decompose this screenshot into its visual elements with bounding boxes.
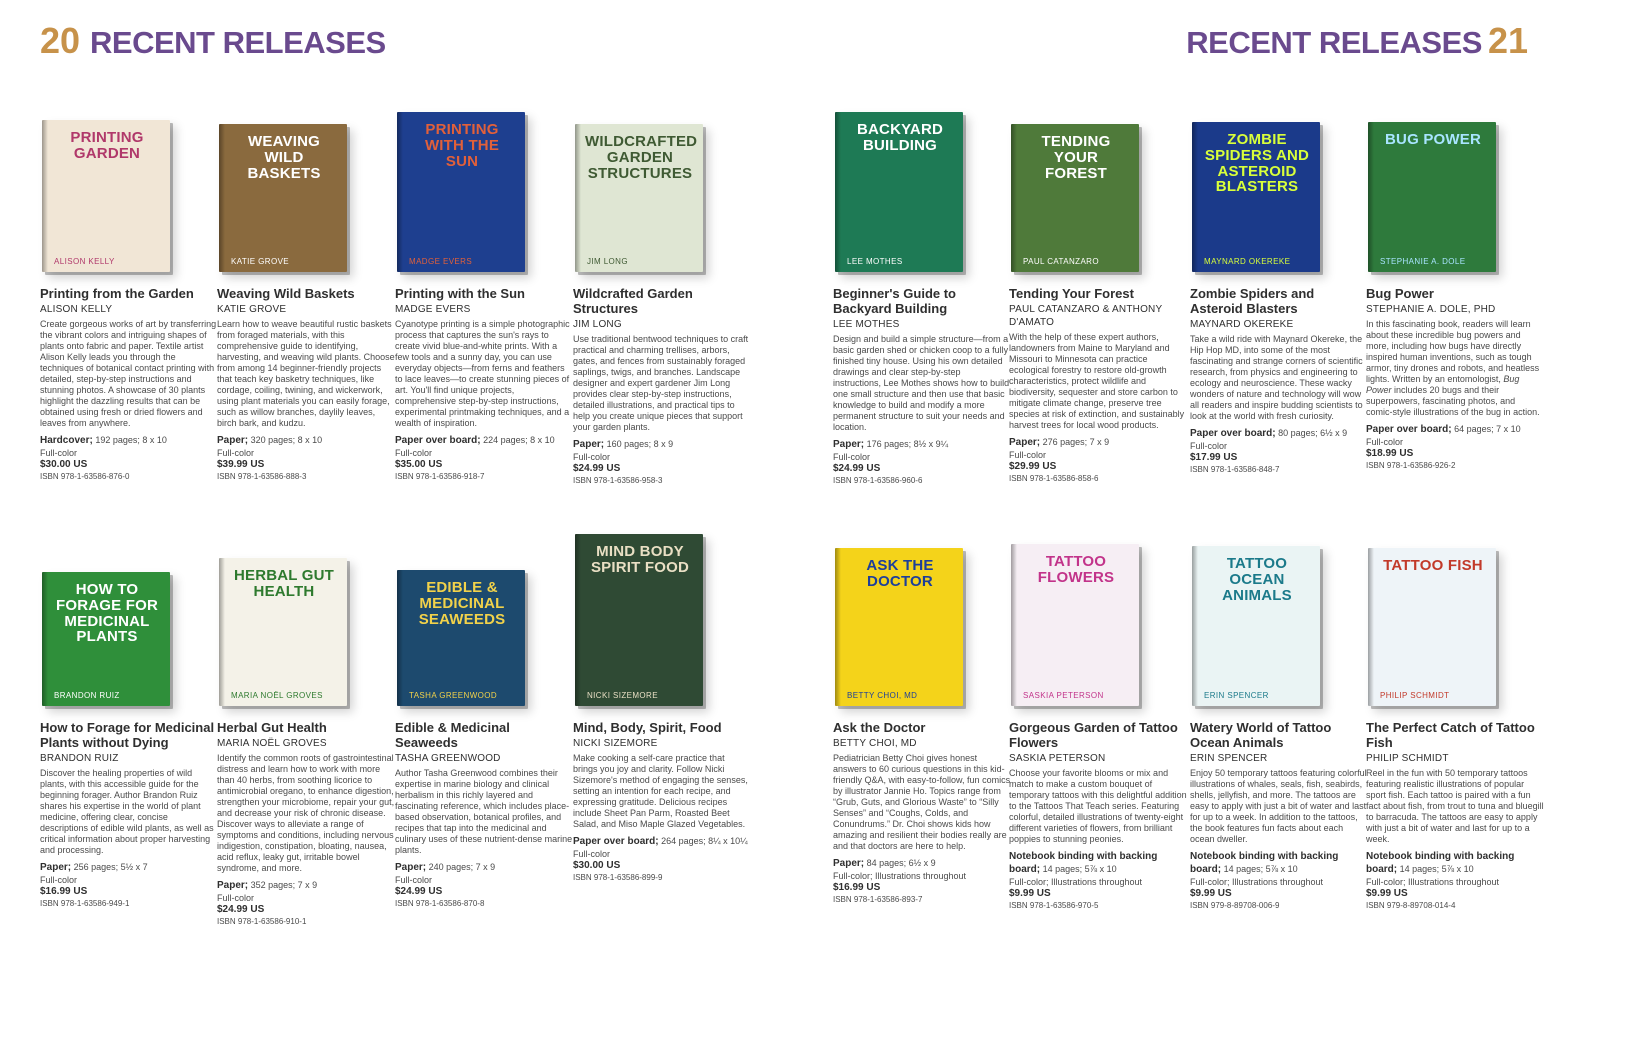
description-emphasis: Bug Power — [1366, 374, 1520, 395]
book-isbn: ISBN 979-8-89708-014-4 — [1366, 901, 1456, 910]
book-format — [833, 857, 1011, 870]
book-title: Tending Your Forest — [1009, 286, 1134, 301]
book-cover-image — [42, 572, 170, 706]
cover-author: ERIN SPENCER — [1204, 691, 1269, 700]
book-title: The Perfect Catch of Tattoo Fish — [1366, 720, 1535, 750]
color-info: Full-color — [1009, 450, 1047, 460]
book-isbn: ISBN 978-1-63586-888-3 — [217, 472, 307, 481]
color-info: Full-color; Illustrations throughout — [1009, 877, 1143, 887]
cover-author: SASKIA PETERSON — [1023, 691, 1104, 700]
right-section-title: RECENT RELEASES — [1186, 25, 1482, 60]
book-description: Create gorgeous works of art by transferring the vibrant colors and intriguing shapes of plants onto fabric and paper. Textile artist Alison Kelly leads you through the techniques of botanical contact printing with detailed, step-by-step instructions and stunning photos. A showcase of 30 plants highlight the dazzling results that can be obtained using fresh or dried flowers and leaves from anywhere. — [40, 319, 217, 428]
book-author: PHILIP SCHMIDT — [1366, 753, 1449, 764]
book-cover-area — [1190, 96, 1368, 280]
book-title: Printing from the Garden — [40, 286, 194, 301]
book-cover-image — [1011, 124, 1139, 272]
book-price: $17.99 US — [1190, 452, 1238, 463]
color-info: Full-color — [395, 448, 433, 458]
book-format — [573, 438, 751, 451]
book-format — [1190, 427, 1368, 440]
page-count-size: 320 pages; 8 x 10 — [248, 435, 323, 445]
book-format — [1009, 436, 1187, 449]
book-format — [395, 861, 573, 874]
book-price: $9.99 US — [1190, 888, 1232, 899]
cover-title: ASK THE DOCTOR — [866, 557, 934, 590]
book-description: Make cooking a self-care practice that brings you joy and clarity. Follow Nicki Sizemore's method of engaging the senses, setting an intention for each recipe, and expressing gratitude. Delicious recipes include Sheet Pan Parm, Roasted Beet Salad, and Miso Maple Glazed Vegetables. — [573, 753, 748, 829]
binding-type: Paper over board; — [395, 435, 481, 446]
color-info: Full-color — [833, 452, 871, 462]
book-format — [217, 434, 395, 447]
color-info: Full-color — [1366, 437, 1404, 447]
cover-author: MAYNARD OKEREKE — [1204, 257, 1291, 266]
book-description: Use traditional bentwood techniques to craft practical and charming trellises, arbors, gates, and fences from sustainably foraged saplings, twigs, and branches. Landscape designer and expert gardener Jim Long provides clear step-by-step instructions, detailed illustrations, and practical tips to help you create unique pieces that support your garden plants. — [573, 334, 749, 432]
book-format — [1366, 850, 1544, 876]
book-description: Reel in the fun with 50 temporary tattoos featuring realistic illustrations of popular sport fish. Each tattoo is paired with a fun fact about fish, from trout to tuna and bluegill to barracuda. The tattoos are easy to apply with just a bit of water and last for up to a week. — [1366, 768, 1544, 844]
binding-type: Paper; — [833, 858, 865, 869]
binding-type: Notebook binding with backing board; — [1366, 851, 1515, 875]
book-description: Cyanotype printing is a simple photographic process that captures the sun's rays to create vivid blue-and-white prints. With a few tools and a sunny day, you can use everyday objects—from ferns and feathers to lace leaves—to create stunning pieces of art. You'll find unique projects, comprehensive step-by-step instructions, experimental printmaking techniques, and a wealth of inspiration. — [395, 319, 570, 428]
left-page-number: 20 — [40, 20, 81, 61]
book-title: Watery World of Tattoo Ocean Animals — [1190, 720, 1332, 750]
book-cover-image — [42, 120, 170, 272]
book-cover-image — [1192, 122, 1320, 272]
book-description: Design and build a simple structure—from a basic garden shed or chicken coop to a fully finished tiny house. Using his own detailed drawings and clear step-by-step instructions, Lee Mothes shows how to build one small structure and then use that basic knowledge to build and modify a more permanent structure to suit your needs and location. — [833, 334, 1010, 432]
book-description: With the help of these expert authors, landowners from Maine to Maryland and Missouri to Minnesota can practice ecological forestry to restore old-growth characteristics, protect wildlife and biodiversity, sequester and store carbon to mitigate climate change, preserve tree species at risk of extinction, and sustainably harvest trees for local wood products. — [1009, 332, 1185, 430]
book-author: SASKIA PETERSON — [1009, 753, 1106, 764]
book-format — [40, 434, 218, 447]
book-card — [1190, 96, 1368, 475]
book-isbn: ISBN 979-8-89708-006-9 — [1190, 901, 1280, 910]
color-info: Full-color; Illustrations throughout — [833, 871, 967, 881]
book-description — [1366, 319, 1544, 418]
book-isbn: ISBN 978-1-63586-949-1 — [40, 899, 130, 908]
book-description: Choose your favorite blooms or mix and match to make a custom bouquet of temporary tattoos with this delightful addition to the Tattoos That Teach series. Featuring colorful, detailed illustrations of twenty-eight different varieties of flowers, from brilliant poppies to stunning peonies. — [1009, 768, 1187, 844]
cover-title: TATTOO OCEAN ANIMALS — [1222, 555, 1292, 604]
book-description: Identify the common roots of gastrointestinal distress and learn how to work with more than 40 herbs, from soothing licorice to antimicrobial oregano, to enhance digestion, strengthen your microbiome, repair your gut, and decrease your risk of chronic disease. Discover ways to alleviate a range of symptoms and conditions, including nervous indigestion, constipation, bloating, nausea, acid reflux, leaky gut, irritable bowel syndrome, and more. — [217, 753, 395, 873]
color-info: Full-color — [1190, 441, 1228, 451]
book-isbn: ISBN 978-1-63586-960-6 — [833, 476, 923, 485]
color-info: Full-color — [217, 893, 255, 903]
book-title: Ask the Doctor — [833, 720, 926, 735]
book-author: ALISON KELLY — [40, 304, 113, 315]
book-title: Gorgeous Garden of Tattoo Flowers — [1009, 720, 1178, 750]
book-format — [1009, 850, 1187, 876]
binding-type: Paper over board; — [1366, 424, 1452, 435]
book-isbn: ISBN 978-1-63586-870-8 — [395, 899, 485, 908]
right-page-number: 21 — [1487, 20, 1528, 61]
book-author: BETTY CHOI, MD — [833, 738, 917, 749]
book-author: KATIE GROVE — [217, 304, 287, 315]
book-isbn: ISBN 978-1-63586-958-3 — [573, 476, 663, 485]
book-author: JIM LONG — [573, 319, 622, 330]
book-cover-area — [1366, 530, 1544, 714]
book-title: Edible & Medicinal Seaweeds — [395, 720, 510, 750]
cover-title: WEAVING WILD BASKETS — [247, 133, 321, 182]
book-isbn: ISBN 978-1-63586-848-7 — [1190, 465, 1280, 474]
color-info: Full-color — [40, 875, 78, 885]
book-format — [395, 434, 573, 447]
book-price: $16.99 US — [40, 886, 88, 897]
binding-type: Paper over board; — [573, 836, 659, 847]
page-count-size: 256 pages; 5½ x 7 — [71, 862, 148, 872]
color-info: Full-color — [40, 448, 78, 458]
book-description: Take a wild ride with Maynard Okereke, the Hip Hop MD, into some of the most fascinating and strange corners of scientific research, from physics and engineering to ecology and neuroscience. These wacky wonders of nature and technology will wow all readers and inspire budding scientists to look at the world with fresh curiosity. — [1190, 334, 1363, 421]
book-card — [1009, 96, 1187, 484]
book-price: $29.99 US — [1009, 461, 1057, 472]
page-count-size: 240 pages; 7 x 9 — [426, 862, 496, 872]
book-description: Discover the healing properties of wild plants, with this accessible guide for the beginning forager. Author Brandon Ruiz shares his expertise in the world of plant medicine, offering clear, concise descriptions of edible wild plants, as well as critical information about proper harvesting and processing. — [40, 768, 214, 855]
page-count-size: 352 pages; 7 x 9 — [248, 880, 318, 890]
page-count-size: 14 pages; 5⅞ x 10 — [1397, 864, 1474, 874]
book-format — [40, 861, 218, 874]
book-format — [1366, 423, 1544, 436]
left-section-title: RECENT RELEASES — [90, 25, 386, 60]
book-cover-area — [833, 96, 1011, 280]
left-page-header — [40, 20, 386, 70]
book-card — [1009, 530, 1187, 911]
cover-title: PRINTING GARDEN — [70, 129, 144, 162]
cover-author: ALISON KELLY — [54, 257, 115, 266]
book-cover-area — [1190, 530, 1368, 714]
book-price: $24.99 US — [395, 886, 443, 897]
book-cover-image — [835, 112, 963, 272]
page-count-size: 276 pages; 7 x 9 — [1040, 437, 1110, 447]
cover-author: MADGE EVERS — [409, 257, 473, 266]
book-description: Enjoy 50 temporary tattoos featuring colorful illustrations of whales, seals, fish, seabirds, shells, jellyfish, and more. The tattoos are easy to apply with just a bit of water and last for up to a week. In addition to the tattoos, the book features fun facts about each ocean dweller. — [1190, 768, 1367, 844]
book-isbn: ISBN 978-1-63586-899-9 — [573, 873, 663, 882]
book-card — [40, 530, 218, 909]
book-price: $18.99 US — [1366, 448, 1414, 459]
right-page-header — [1186, 20, 1528, 70]
book-author: MAYNARD OKEREKE — [1190, 319, 1294, 330]
book-cover-image — [219, 558, 347, 706]
book-format — [573, 835, 751, 848]
book-cover-area — [217, 96, 395, 280]
book-title: Printing with the Sun — [395, 286, 525, 301]
binding-type: Paper; — [395, 862, 427, 873]
book-cover-image — [397, 570, 525, 706]
book-card — [395, 96, 573, 482]
cover-author: JIM LONG — [587, 257, 628, 266]
binding-type: Paper; — [573, 439, 605, 450]
book-card — [40, 96, 218, 482]
cover-author: LEE MOTHES — [847, 257, 903, 266]
book-cover-area — [40, 96, 218, 280]
book-author: MARIA NOËL GROVES — [217, 738, 327, 749]
book-card — [833, 96, 1011, 486]
book-isbn: ISBN 978-1-63586-893-7 — [833, 895, 923, 904]
book-cover-area — [1366, 96, 1544, 280]
book-description: Pediatrician Betty Choi gives honest answers to 60 curious questions in this kid-friendly Q&A, with easy-to-follow, fun comics by illustrator Jannie Ho. Topics range from “Grub, Guts, and Glorious Waste” to “Silly Senses” and “Coughs, Colds, and Conundrums.” Dr. Choi shows kids how amazing and resilient their bodies really are and that doctors are here to help. — [833, 753, 1011, 851]
page-count-size: 80 pages; 6½ x 9 — [1275, 428, 1348, 438]
book-isbn: ISBN 978-1-63586-876-0 — [40, 472, 130, 481]
book-description: Author Tasha Greenwood combines their expertise in marine biology and clinical herbalism in this richly layered and fascinating reference, which includes place-based observation, botanical profiles, and recipes that tap into the medicinal and culinary uses of these nutrient-dense marine plants. — [395, 768, 573, 855]
page-count-size: 264 pages; 8¼ x 10¼ — [658, 836, 748, 846]
page-count-size: 176 pages; 8½ x 9¼ — [864, 439, 949, 449]
cover-title: TATTOO FISH — [1383, 557, 1483, 574]
binding-type: Notebook binding with backing board; — [1009, 851, 1158, 875]
book-isbn: ISBN 978-1-63586-926-2 — [1366, 461, 1456, 470]
color-info: Full-color; Illustrations throughout — [1366, 877, 1500, 887]
book-isbn: ISBN 978-1-63586-970-5 — [1009, 901, 1099, 910]
cover-title: TATTOO FLOWERS — [1037, 553, 1115, 586]
cover-author: TASHA GREENWOOD — [409, 691, 498, 700]
cover-author: PAUL CATANZARO — [1023, 257, 1099, 266]
cover-title: HOW TO FORAGE FOR MEDICINAL PLANTS — [56, 581, 158, 646]
book-card — [1366, 530, 1544, 911]
book-card — [573, 530, 751, 883]
book-card — [1366, 96, 1544, 471]
book-price: $24.99 US — [217, 904, 265, 915]
book-cover-area — [1009, 530, 1187, 714]
cover-title: BUG POWER — [1385, 131, 1481, 148]
book-cover-area — [217, 530, 395, 714]
book-author: PAUL CATANZARO & ANTHONY D'AMATO — [1009, 304, 1163, 328]
color-info: Full-color; Illustrations throughout — [1190, 877, 1324, 887]
book-title: Zombie Spiders and Asteroid Blasters — [1190, 286, 1315, 316]
book-isbn: ISBN 978-1-63586-910-1 — [217, 917, 307, 926]
cover-author: BETTY CHOI, MD — [847, 691, 918, 700]
binding-type: Paper; — [40, 862, 72, 873]
book-title: Bug Power — [1366, 286, 1434, 301]
book-card — [395, 530, 573, 909]
book-cover-area — [573, 96, 751, 280]
book-format — [217, 879, 395, 892]
binding-type: Paper; — [217, 880, 249, 891]
color-info: Full-color — [573, 849, 611, 859]
cover-title: HERBAL GUT HEALTH — [233, 567, 335, 600]
binding-type: Paper over board; — [1190, 428, 1276, 439]
book-cover-image — [1011, 544, 1139, 706]
book-price: $35.00 US — [395, 459, 443, 470]
page-count-size: 224 pages; 8 x 10 — [480, 435, 555, 445]
book-cover-image — [575, 124, 703, 272]
page-count-size: 160 pages; 8 x 9 — [604, 439, 674, 449]
book-author: LEE MOTHES — [833, 319, 900, 330]
description-part: includes 20 bugs and their superpowers, fascinating photos, and comic-style illustrations of the bug in action. — [1366, 385, 1540, 417]
book-cover-image — [1192, 546, 1320, 706]
binding-type: Notebook binding with backing board; — [1190, 851, 1339, 875]
cover-title: EDIBLE & MEDICINAL SEAWEEDS — [418, 579, 506, 628]
book-cover-image — [575, 534, 703, 706]
cover-author: BRANDON RUIZ — [54, 691, 120, 700]
book-price: $9.99 US — [1009, 888, 1051, 899]
book-price: $24.99 US — [833, 463, 881, 474]
book-author: NICKI SIZEMORE — [573, 738, 658, 749]
book-format — [833, 438, 1011, 451]
color-info: Full-color — [395, 875, 433, 885]
book-cover-image — [397, 112, 525, 272]
book-title: Herbal Gut Health — [217, 720, 327, 735]
book-isbn: ISBN 978-1-63586-918-7 — [395, 472, 485, 481]
book-cover-area — [395, 530, 573, 714]
binding-type: Paper; — [217, 435, 249, 446]
book-title: How to Forage for Medicinal Plants without Dying — [40, 720, 215, 750]
book-price: $9.99 US — [1366, 888, 1408, 899]
book-title: Mind, Body, Spirit, Food — [573, 720, 722, 735]
book-price: $39.99 US — [217, 459, 265, 470]
book-description: Learn how to weave beautiful rustic baskets from foraged materials, with this comprehensive guide to identifying, harvesting, and weaving wild plants. Choose from among 14 beginner-friendly projects that teach key basketry techniques, like cordage, coiling, twining, and wickerwork, using plant materials you can easily forage, such as willow branches, daylily leaves, birch bark, and kudzu. — [217, 319, 395, 428]
book-price: $30.00 US — [40, 459, 88, 470]
book-author: STEPHANIE A. DOLE, PHD — [1366, 304, 1496, 315]
book-cover-area — [573, 530, 751, 714]
cover-author: MARIA NOËL GROVES — [231, 691, 323, 700]
book-title: Wildcrafted Garden Structures — [573, 286, 693, 316]
page-count-size: 64 pages; 7 x 10 — [1451, 424, 1521, 434]
book-cover-area — [395, 96, 573, 280]
cover-title: PRINTING WITH THE SUN — [424, 121, 500, 170]
book-card — [217, 530, 395, 927]
page-count-size: 192 pages; 8 x 10 — [92, 435, 167, 445]
page-count-size: 14 pages; 5⅞ x 10 — [1221, 864, 1298, 874]
book-price: $24.99 US — [573, 463, 621, 474]
page-count-size: 14 pages; 5⅞ x 10 — [1040, 864, 1117, 874]
page-count-size: 84 pages; 6½ x 9 — [864, 858, 936, 868]
binding-type: Paper; — [1009, 437, 1041, 448]
cover-title: TENDING YOUR FOREST — [1041, 133, 1111, 182]
color-info: Full-color — [573, 452, 611, 462]
book-card — [217, 96, 395, 482]
book-card — [1190, 530, 1368, 911]
book-price: $30.00 US — [573, 860, 621, 871]
book-author: MADGE EVERS — [395, 304, 471, 315]
binding-type: Hardcover; — [40, 435, 93, 446]
book-price: $16.99 US — [833, 882, 881, 893]
book-title: Weaving Wild Baskets — [217, 286, 355, 301]
book-cover-image — [835, 548, 963, 706]
binding-type: Paper; — [833, 439, 865, 450]
cover-title: BACKYARD BUILDING — [856, 121, 944, 154]
book-cover-image — [1368, 122, 1496, 272]
cover-title: WILDCRAFTED GARDEN STRUCTURES — [585, 133, 698, 182]
book-author: TASHA GREENWOOD — [395, 753, 501, 764]
book-card — [833, 530, 1011, 905]
book-title: Beginner's Guide to Backyard Building — [833, 286, 956, 316]
book-cover-image — [1368, 548, 1496, 706]
book-cover-area — [833, 530, 1011, 714]
cover-author: KATIE GROVE — [231, 257, 290, 266]
cover-author: NICKI SIZEMORE — [587, 691, 658, 700]
book-author: BRANDON RUIZ — [40, 753, 119, 764]
cover-title: ZOMBIE SPIDERS AND ASTEROID BLASTERS — [1204, 131, 1310, 196]
book-isbn: ISBN 978-1-63586-858-6 — [1009, 474, 1099, 483]
book-cover-image — [219, 124, 347, 272]
book-cover-area — [1009, 96, 1187, 280]
description-part: In this fascinating book, readers will learn about these incredible bug powers and more, including how bugs have directly inspired human inventions, such as tough armor, tiny drones and robots, and heatless lights. Written by an entomologist, — [1366, 319, 1540, 384]
book-format — [1190, 850, 1368, 876]
book-card — [573, 96, 751, 486]
book-author: ERIN SPENCER — [1190, 753, 1268, 764]
cover-author: STEPHANIE A. DOLE — [1380, 257, 1466, 266]
book-cover-area — [40, 530, 218, 714]
cover-author: PHILIP SCHMIDT — [1380, 691, 1450, 700]
cover-title: MIND BODY SPIRIT FOOD — [590, 543, 690, 576]
color-info: Full-color — [217, 448, 255, 458]
